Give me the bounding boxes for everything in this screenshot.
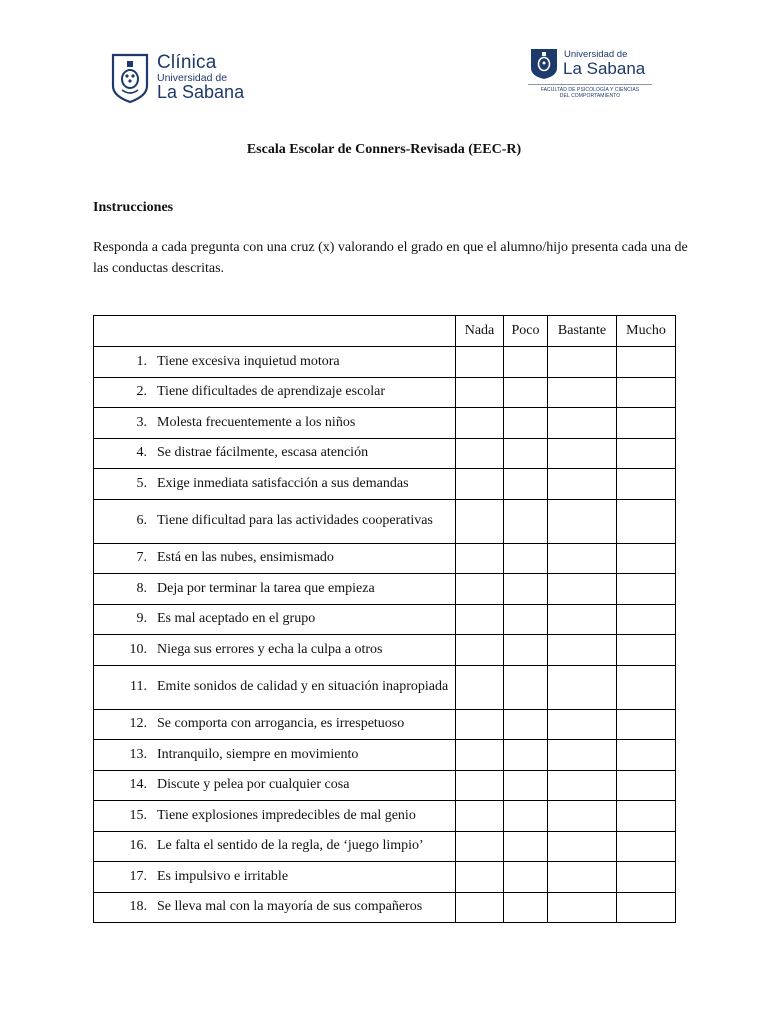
- item-cell: [94, 801, 456, 832]
- answer-cell-nada[interactable]: [456, 801, 504, 832]
- header-item-cell: [94, 316, 456, 347]
- item-number: 12.: [129, 716, 147, 732]
- list-item: [94, 867, 455, 887]
- answer-cell-bastante[interactable]: [548, 862, 617, 893]
- answer-cell-nada[interactable]: [456, 543, 504, 574]
- table-row: [94, 347, 676, 378]
- list-item: [94, 609, 455, 629]
- item-text: Se lleva mal con la mayoría de sus compañeros: [157, 899, 423, 915]
- item-number: 1.: [136, 353, 147, 369]
- item-cell: [94, 740, 456, 771]
- answer-cell-bastante[interactable]: [548, 709, 617, 740]
- answer-cell-mucho[interactable]: [617, 709, 676, 740]
- item-cell: [94, 469, 456, 500]
- answer-cell-mucho[interactable]: [617, 801, 676, 832]
- item-number: 13.: [129, 746, 147, 762]
- logo-left-line2: Universidad de: [157, 72, 228, 84]
- item-number: 15.: [129, 807, 147, 823]
- item-number: 5.: [136, 475, 147, 491]
- answer-cell-bastante[interactable]: [548, 469, 617, 500]
- item-number: 16.: [129, 838, 147, 854]
- header-mucho: Mucho: [617, 316, 676, 347]
- answer-cell-mucho[interactable]: [617, 862, 676, 893]
- shield-icon: [110, 52, 150, 104]
- item-text: Es impulsivo e irritable: [157, 868, 289, 884]
- answer-cell-bastante[interactable]: [548, 408, 617, 439]
- item-number: 6.: [136, 513, 147, 528]
- answer-cell-nada[interactable]: [456, 862, 504, 893]
- table-row: [94, 740, 676, 771]
- table-row: [94, 665, 676, 709]
- logo-right-line2: La Sabana: [563, 59, 646, 78]
- list-item: [94, 745, 455, 765]
- header-bastante: Bastante: [548, 316, 617, 347]
- answer-cell-mucho[interactable]: [617, 635, 676, 666]
- logo-right-line3: FACULTAD DE PSICOLOGÍA Y CIENCIAS: [540, 87, 640, 93]
- answer-cell-nada[interactable]: [456, 408, 504, 439]
- answer-cell-poco[interactable]: [504, 438, 548, 469]
- item-cell: [94, 770, 456, 801]
- universidad-logo: [528, 46, 658, 104]
- answer-cell-bastante[interactable]: [548, 831, 617, 862]
- table-row: [94, 543, 676, 574]
- answer-cell-poco[interactable]: [504, 892, 548, 923]
- list-item: [94, 677, 455, 697]
- answer-cell-bastante[interactable]: [548, 377, 617, 408]
- item-cell: [94, 709, 456, 740]
- table-row: [94, 604, 676, 635]
- answer-cell-nada[interactable]: [456, 831, 504, 862]
- table-row: [94, 892, 676, 923]
- item-number: 10.: [129, 641, 147, 657]
- item-cell: [94, 438, 456, 469]
- answer-cell-poco[interactable]: [504, 740, 548, 771]
- answer-cell-mucho[interactable]: [617, 740, 676, 771]
- item-text: Tiene excesiva inquietud motora: [157, 353, 340, 369]
- item-text: Exige inmediata satisfacción a sus demandas: [157, 475, 409, 491]
- answer-cell-poco[interactable]: [504, 801, 548, 832]
- header-poco: Poco: [504, 316, 548, 347]
- answer-cell-poco[interactable]: [504, 408, 548, 439]
- answer-cell-bastante[interactable]: [548, 665, 617, 709]
- item-cell: [94, 635, 456, 666]
- table-row: [94, 831, 676, 862]
- item-number: 3.: [136, 414, 147, 430]
- answer-cell-nada[interactable]: [456, 770, 504, 801]
- answer-cell-bastante[interactable]: [548, 740, 617, 771]
- list-item: [94, 714, 455, 734]
- instructions-heading: Instrucciones: [93, 200, 174, 215]
- answer-cell-mucho[interactable]: [617, 347, 676, 378]
- answer-cell-nada[interactable]: [456, 499, 504, 543]
- answer-cell-poco[interactable]: [504, 770, 548, 801]
- item-text: Tiene dificultades de aprendizaje escolar: [157, 384, 386, 400]
- table-row: [94, 862, 676, 893]
- list-item: [94, 382, 455, 402]
- table-header-row: [94, 316, 676, 347]
- answer-cell-poco[interactable]: [504, 862, 548, 893]
- answer-cell-nada[interactable]: [456, 665, 504, 709]
- item-cell: [94, 892, 456, 923]
- clinica-logo: [110, 52, 260, 104]
- answer-cell-nada[interactable]: [456, 574, 504, 605]
- item-number: 2.: [136, 384, 147, 400]
- answer-cell-poco[interactable]: [504, 831, 548, 862]
- answer-cell-nada[interactable]: [456, 892, 504, 923]
- table-row: [94, 408, 676, 439]
- answer-cell-bastante[interactable]: [548, 892, 617, 923]
- answer-cell-nada[interactable]: [456, 469, 504, 500]
- list-item: [94, 413, 455, 433]
- item-number: 7.: [136, 550, 147, 566]
- item-text: Se comporta con arrogancia, es irrespetuoso: [157, 716, 405, 732]
- table-row: [94, 469, 676, 500]
- item-text: Niega sus errores y echa la culpa a otros: [157, 641, 383, 657]
- list-item: [94, 443, 455, 463]
- answer-cell-nada[interactable]: [456, 377, 504, 408]
- list-item: [94, 806, 455, 826]
- answer-cell-poco[interactable]: [504, 709, 548, 740]
- answer-cell-bastante[interactable]: [548, 574, 617, 605]
- logo-right-line1: Universidad de: [564, 49, 628, 60]
- answer-cell-mucho[interactable]: [617, 574, 676, 605]
- item-text: Está en las nubes, ensimismado: [157, 550, 334, 566]
- answer-cell-mucho[interactable]: [617, 543, 676, 574]
- answer-cell-nada[interactable]: [456, 740, 504, 771]
- answer-cell-mucho[interactable]: [617, 408, 676, 439]
- answer-cell-mucho[interactable]: [617, 770, 676, 801]
- table-row: [94, 635, 676, 666]
- item-number: 14.: [129, 777, 147, 793]
- answer-cell-nada[interactable]: [456, 709, 504, 740]
- answer-cell-mucho[interactable]: [617, 892, 676, 923]
- answer-cell-mucho[interactable]: [617, 499, 676, 543]
- item-number: 18.: [129, 899, 147, 915]
- answer-cell-nada[interactable]: [456, 347, 504, 378]
- answer-cell-mucho[interactable]: [617, 665, 676, 709]
- answer-cell-mucho[interactable]: [617, 377, 676, 408]
- answer-cell-mucho[interactable]: [617, 831, 676, 862]
- logo-left-line3: La Sabana: [157, 82, 245, 102]
- item-text: Tiene dificultad para las actividades cooperativas: [157, 513, 433, 528]
- answer-cell-poco[interactable]: [504, 635, 548, 666]
- rating-table: [93, 315, 676, 923]
- answer-cell-bastante[interactable]: [548, 499, 617, 543]
- answer-cell-poco[interactable]: [504, 469, 548, 500]
- item-cell: [94, 347, 456, 378]
- list-item: [94, 897, 455, 917]
- item-text: Deja por terminar la tarea que empieza: [157, 580, 375, 596]
- list-item: [94, 474, 455, 494]
- answer-cell-poco[interactable]: [504, 499, 548, 543]
- table-row: [94, 709, 676, 740]
- item-cell: [94, 499, 456, 543]
- table-row: [94, 438, 676, 469]
- answer-cell-poco[interactable]: [504, 665, 548, 709]
- table-row: [94, 377, 676, 408]
- answer-cell-bastante[interactable]: [548, 801, 617, 832]
- answer-cell-bastante[interactable]: [548, 604, 617, 635]
- logo-right-line4: DEL COMPORTAMIENTO: [559, 93, 621, 99]
- list-item: [94, 836, 455, 856]
- answer-cell-bastante[interactable]: [548, 347, 617, 378]
- answer-cell-mucho[interactable]: [617, 438, 676, 469]
- item-text: Le falta el sentido de la regla, de ‘juego limpio’: [157, 838, 424, 854]
- item-number: 17.: [129, 868, 147, 884]
- item-text: Tiene explosiones impredecibles de mal genio: [157, 807, 416, 823]
- list-item: [94, 775, 455, 795]
- answer-cell-bastante[interactable]: [548, 438, 617, 469]
- item-number: 11.: [130, 679, 147, 694]
- answer-cell-bastante[interactable]: [548, 635, 617, 666]
- answer-cell-bastante[interactable]: [548, 543, 617, 574]
- item-cell: [94, 377, 456, 408]
- item-cell: [94, 831, 456, 862]
- answer-cell-mucho[interactable]: [617, 469, 676, 500]
- table-row: [94, 801, 676, 832]
- item-cell: [94, 408, 456, 439]
- header-nada: Nada: [456, 316, 504, 347]
- instructions-text: Responda a cada pregunta con una cruz (x) valorando el grado en que el alumno/hijo presenta cada una de las conductas descritas.: [93, 240, 688, 276]
- item-number: 4.: [136, 445, 147, 461]
- list-item: [94, 511, 455, 531]
- item-text: Discute y pelea por cualquier cosa: [157, 777, 350, 793]
- list-item: [94, 640, 455, 660]
- table-row: [94, 574, 676, 605]
- item-cell: [94, 543, 456, 574]
- answer-cell-poco[interactable]: [504, 347, 548, 378]
- item-cell: [94, 604, 456, 635]
- shield-icon: [530, 48, 558, 80]
- answer-cell-bastante[interactable]: [548, 770, 617, 801]
- item-cell: [94, 574, 456, 605]
- item-text: Intranquilo, siempre en movimiento: [157, 746, 359, 762]
- answer-cell-poco[interactable]: [504, 377, 548, 408]
- item-cell: [94, 862, 456, 893]
- item-text: Es mal aceptado en el grupo: [157, 611, 316, 627]
- answer-cell-nada[interactable]: [456, 604, 504, 635]
- document-title: Escala Escolar de Conners-Revisada (EEC-R): [246, 142, 522, 157]
- table-row: [94, 770, 676, 801]
- answer-cell-poco[interactable]: [504, 604, 548, 635]
- answer-cell-nada[interactable]: [456, 438, 504, 469]
- list-item: [94, 548, 455, 568]
- item-text: Emite sonidos de calidad y en situación inapropiada: [157, 679, 449, 694]
- logo-left-line1: Clínica: [157, 52, 217, 73]
- item-text: Molesta frecuentemente a los niños: [157, 414, 356, 430]
- item-text: Se distrae fácilmente, escasa atención: [157, 445, 369, 461]
- answer-cell-poco[interactable]: [504, 574, 548, 605]
- list-item: [94, 352, 455, 372]
- list-item: [94, 579, 455, 599]
- item-number: 9.: [136, 611, 147, 627]
- answer-cell-mucho[interactable]: [617, 604, 676, 635]
- item-cell: [94, 665, 456, 709]
- item-number: 8.: [136, 580, 147, 596]
- table-row: [94, 499, 676, 543]
- logo-divider: [528, 84, 652, 85]
- answer-cell-poco[interactable]: [504, 543, 548, 574]
- answer-cell-nada[interactable]: [456, 635, 504, 666]
